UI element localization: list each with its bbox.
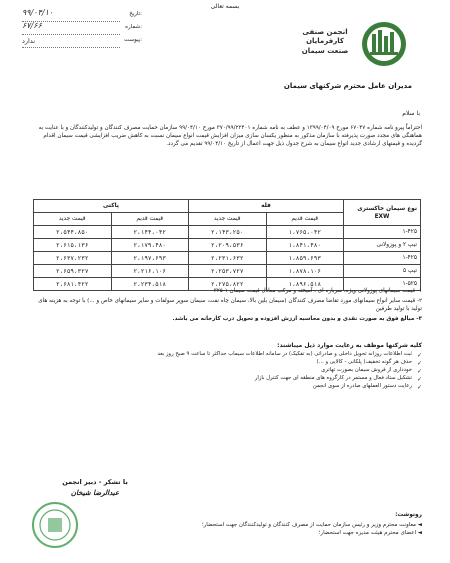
pack-old-price: ۲،۱۴۴،۰۴۲ xyxy=(111,226,189,239)
checkmark-icon: ✓ xyxy=(416,383,422,391)
list-item: ◄ معاونت محترم وزیر و رئیس سازمان حمایت از مصرف کنندگان و تولیدکنندگان جهت استحضار؛ xyxy=(201,522,422,528)
conditions-title: کلیه شرکتها موظف به رعایت موارد ذیل میباشند: xyxy=(277,342,422,349)
cement-type: تیپ ۲ و پوزولانی xyxy=(344,239,421,252)
signature-name: عبدالرضا شیخان xyxy=(70,488,120,497)
pack-new-header: قیمت جدید xyxy=(34,213,112,226)
attachment-label: پیوست: xyxy=(124,37,142,43)
checkmark-icon: ✓ xyxy=(416,359,422,367)
number-label: شماره: xyxy=(125,24,142,30)
group-bulk-header: فله xyxy=(189,200,344,213)
org-line-3: صنعت سیمان xyxy=(301,46,349,55)
cement-type: ۱-۴۲۵ xyxy=(344,226,421,239)
pack-old-price: ۲،۲۳۴،۵۱۸ xyxy=(111,278,189,291)
bulk-old-price: ۱،۸۷۸،۱۰۶ xyxy=(266,265,344,278)
cement-type: ۱-۵۲۵ xyxy=(344,278,421,291)
bulk-old-price: ۱،۸۴۱،۴۸۰ xyxy=(266,239,344,252)
note-3: ۳- مبالغ فوق به صورت نقدی و بدون محاسبه ارزش افزوده و تحویل درب کارخانه می باشد. xyxy=(172,316,422,323)
organization-name xyxy=(290,28,360,56)
table-row xyxy=(34,265,421,278)
attachment-row xyxy=(22,36,142,48)
date-value: ۹۹/۰۴/۱۰ xyxy=(22,8,54,17)
bulk-new-price: ۲،۲۳۱،۶۳۲ xyxy=(189,252,267,265)
date-label: تاریخ: xyxy=(129,11,142,17)
stamp-icon xyxy=(30,500,80,550)
note-1: ۱- قیمت سیمانهای پوزولانی ویژه، سرباره ای ، آمیخته و مرکب معادل قیمت سیمان ۱-۳۲۵ xyxy=(213,288,422,294)
cc-title: رونوشت: xyxy=(395,512,422,518)
bulk-new-price: ۲،۲۷۵،۸۲۲ xyxy=(189,278,267,291)
cement-type: تیپ ۵ xyxy=(344,265,421,278)
bulk-new-price: ۲،۲۵۳،۷۲۷ xyxy=(189,265,267,278)
table-row xyxy=(34,239,421,252)
table-row xyxy=(34,252,421,265)
bulk-old-header: قیمت قدیم xyxy=(266,213,344,226)
attachment-value: ندارد xyxy=(22,37,36,45)
addressee: مدیران عامل محترم شرکتهای سیمان xyxy=(283,82,412,90)
cc-block xyxy=(162,512,422,538)
greeting: با سلام xyxy=(402,110,420,117)
note-2: ۲- قیمت سایر انواع سیمانهای مورد تقاضا مصرف کنندگان (سیمان بلین بالا، سیمان چاه نفت، سیمان سوپر سولفات و سایر سیمانهای خاص و ...) با توجه به هزینه های تولید با تولید طرفین xyxy=(38,298,422,313)
bulk-old-price: ۱،۸۵۹،۶۹۳ xyxy=(266,252,344,265)
signature-title: با تشکر - دبیر انجمن xyxy=(62,478,128,486)
letter-paragraph: احتراماً پیرو نامه شماره ۶۷۰۴۷ مورخ ۱۳۹۹/۰۴/۰۹ و عطف به نامه شماره ۳۷۰/۹۹/۲۲۴۰۱ مورخ ۹۹/۰۴/۱۰ سازمان حمایت مصرف کنندگان و تولیدکنندگان و با عنایت به هماهنگی های مجدد صورت پذیرفته با سازمان مذکور به منظور یکسان سازی میزان افزایش قیمت انواع سیمان نسبت به کاهش ضریب افزایشی قیمت سیمان اقدام گردیده و قیمتهای ارشادی جدید انواع سیمان به شرح جدول ذیل جهت اعمال از تاریخ ۹۹/۰۴/۱۰ تقدیم می گردد. xyxy=(38,125,422,148)
pack-old-price: ۲،۱۷۹،۴۸۰ xyxy=(111,239,189,252)
checkmark-icon: ✓ xyxy=(416,367,422,375)
number-row xyxy=(22,23,142,35)
letter-meta xyxy=(22,10,142,50)
group-packed-header: پاکتی xyxy=(34,200,189,213)
checkmark-icon: ✓ xyxy=(416,375,422,383)
list-item: ✓ تشکیل ستاد فعال و مستمر در کارگروه های منطقه ای جهت کنترل بازار xyxy=(254,374,422,383)
conditions xyxy=(30,342,422,391)
pack-old-header: قیمت قدیم xyxy=(111,213,189,226)
pack-new-price: ۲،۶۸۱،۴۲۲ xyxy=(34,278,112,291)
list-item: ✓ خودداری از فروش سیمان بصورت تهاتری xyxy=(321,366,422,375)
pack-old-price: ۲،۱۹۷،۶۹۳ xyxy=(111,252,189,265)
col-type-sub: EXW xyxy=(374,213,390,220)
pack-new-price: ۲،۶۳۷،۲۳۲ xyxy=(34,252,112,265)
bulk-new-price: ۲،۲۰۹،۵۳۶ xyxy=(189,239,267,252)
bismillah: بسمه تعالی xyxy=(210,3,240,10)
pack-new-price: ۲،۶۱۵،۱۳۶ xyxy=(34,239,112,252)
pack-new-price: ۲،۵۴۴،۸۵۰ xyxy=(34,226,112,239)
list-item: ✓ حذف هر گونه تخفیف( پلکانی - کالایی و ...) xyxy=(316,358,422,367)
bulk-old-price: ۱،۸۹۶،۵۱۸ xyxy=(266,278,344,291)
list-item: ✓ رعایت دستور العملهای صادره از سوی انجمن xyxy=(312,382,422,391)
association-logo-icon xyxy=(360,20,408,68)
conditions-list xyxy=(30,351,422,391)
cement-type: ۱-۴۲۵ xyxy=(344,252,421,265)
price-table xyxy=(33,199,421,291)
table-row xyxy=(34,226,421,239)
bulk-old-price: ۱،۷۶۵،۰۴۲ xyxy=(266,226,344,239)
bulk-new-header: قیمت جدید xyxy=(189,213,267,226)
list-item: ◄ اعضای محترم هیئت مدیره جهت استحضار؛ xyxy=(318,530,422,537)
org-line-1: انجمن صنفی xyxy=(302,28,348,36)
col-type-header: نوع سیمان خاکستری EXW xyxy=(344,200,421,226)
pack-new-price: ۲،۶۵۹،۳۲۷ xyxy=(34,265,112,278)
list-item: ✓ ثبت اطلاعات روزانه تحویل داخلی و صادراتی (به تفکیک) در سامانه اطلاعات سیماب حداکثر تا ساعت ۹ صبح روز بعد xyxy=(157,351,422,359)
bulk-new-price: ۲،۱۴۳،۲۵۰ xyxy=(189,226,267,239)
checkmark-icon: ✓ xyxy=(416,352,422,359)
signature-block xyxy=(50,478,140,497)
notes xyxy=(30,287,422,325)
number-value: ۶۷/۶۶ xyxy=(22,21,42,30)
org-line-2: کارفرمایان xyxy=(306,37,344,46)
pack-old-price: ۲،۲۱۶،۱۰۶ xyxy=(111,265,189,278)
